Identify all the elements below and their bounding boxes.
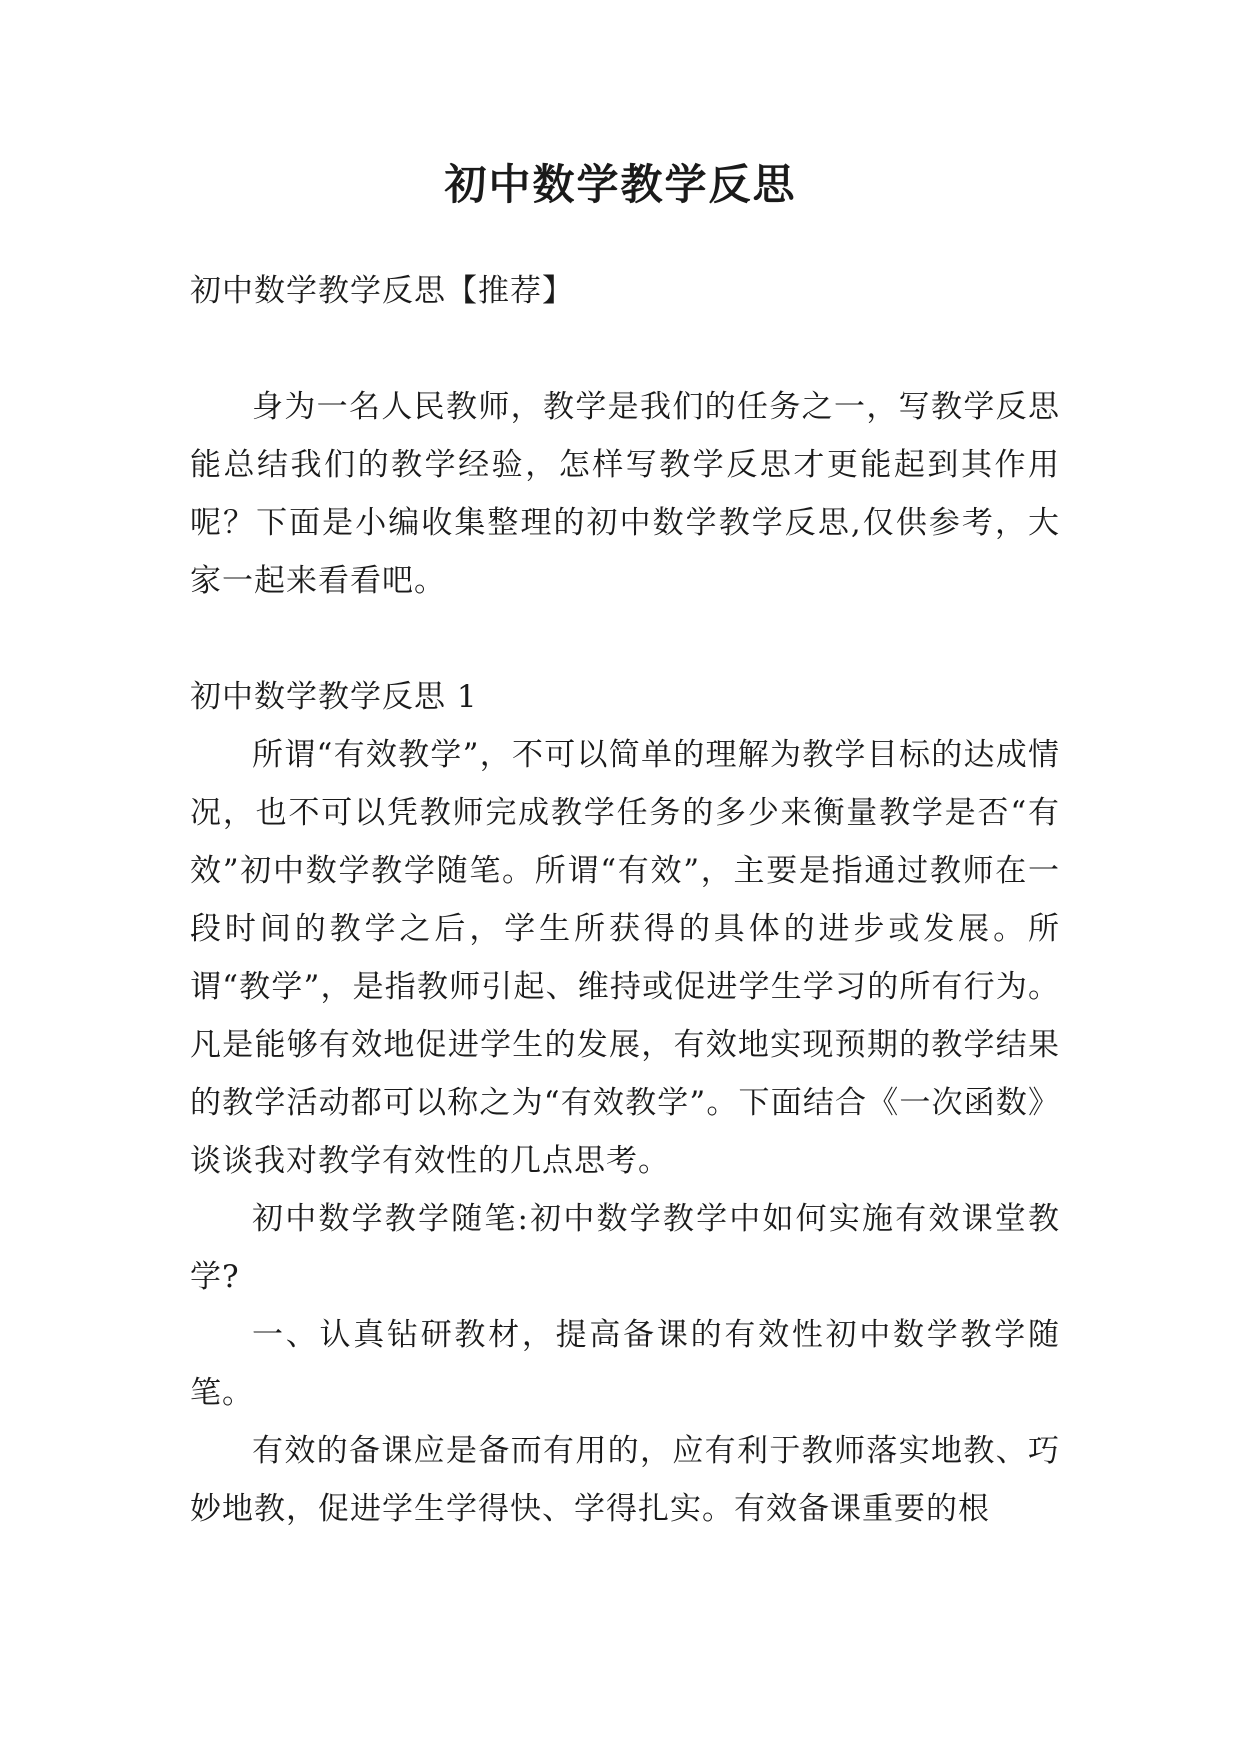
- document-body: [190, 262, 1060, 1538]
- body-paragraph: 所谓“有效教学”，不可以简单的理解为教学目标的达成情况，也不可以凭教师完成教学任务的多少来衡量教学是否“有效”初中数学教学随笔。所谓“有效”，主要是指通过教师在一段时间的教学之后，学生所获得的具体的进步或发展。所谓“教学”，是指教师引起、维持或促进学生学习的所有行为。凡是能够有效地促进学生的发展，有效地实现预期的教学结果的教学活动都可以称之为“有效教学”。下面结合《一次函数》谈谈我对教学有效性的几点思考。: [190, 737, 1060, 1179]
- section-heading: 初中数学教学反思 1: [190, 679, 478, 715]
- body-paragraph: 初中数学教学随笔:初中数学教学中如何实施有效课堂教学?: [190, 1201, 1060, 1295]
- intro-paragraph: 身为一名人民教师，教学是我们的任务之一，写教学反思能总结我们的教学经验，怎样写教学反思才更能起到其作用呢？下面是小编收集整理的初中数学教学反思,仅供参考，大家一起来看看吧。: [190, 389, 1060, 599]
- document-subtitle: 初中数学教学反思【推荐】: [190, 273, 574, 309]
- body-paragraph: 有效的备课应是备而有用的，应有利于教师落实地教、巧妙地教，促进学生学得快、学得扎实。有效备课重要的根: [190, 1433, 1060, 1527]
- document-title: 初中数学教学反思: [444, 160, 797, 209]
- body-paragraph: 一、认真钻研教材，提高备课的有效性初中数学教学随笔。: [190, 1317, 1060, 1411]
